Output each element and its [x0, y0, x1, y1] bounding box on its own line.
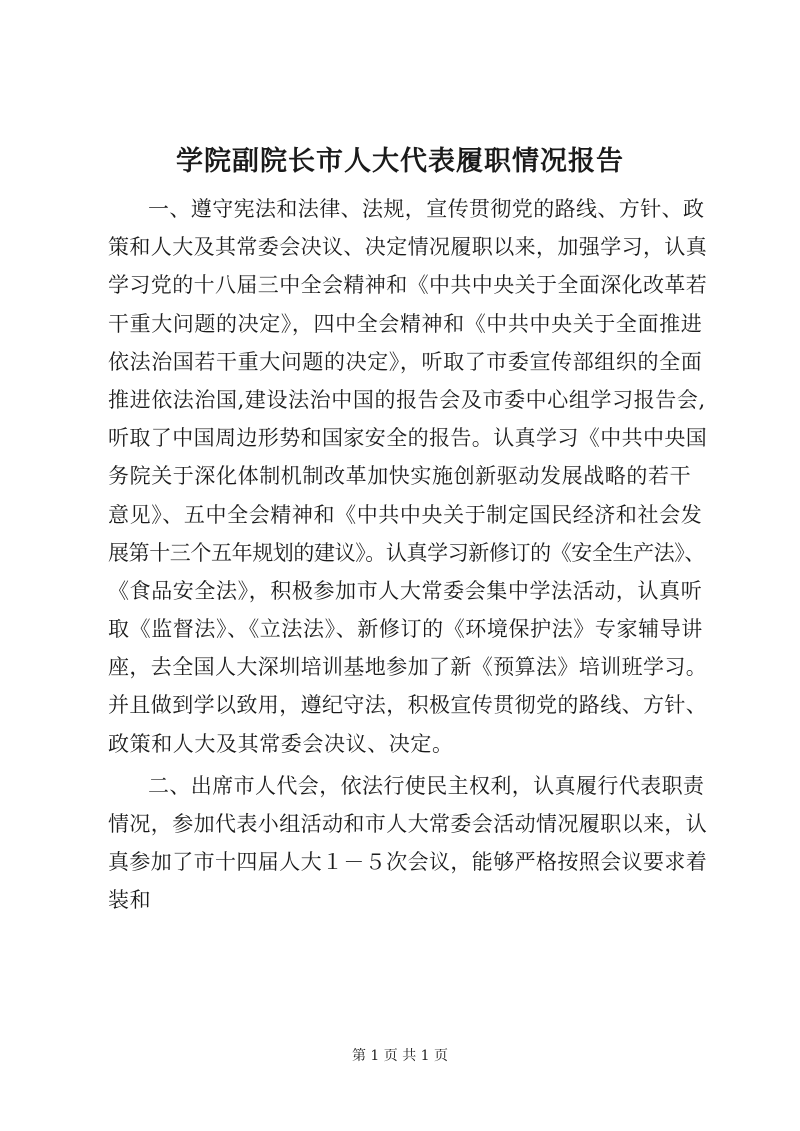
- paragraph-line: 情况，参加代表小组活动和市人大常委会活动情况履职以来，认: [108, 812, 708, 836]
- paragraph-2: [108, 767, 708, 920]
- paragraph-line: 装和: [108, 888, 152, 913]
- paragraph-line: 务院关于深化体制机制改革加快实施创新驱动发展战略的若干: [108, 464, 692, 489]
- paragraph-line: 推进依法治国,建设法治中国的报告会及市委中心组学习报告会,: [108, 387, 706, 412]
- paragraph-line: 座，去全国人大深圳培训基地参加了新《预算法》培训班学习。: [108, 655, 708, 680]
- document-body: [108, 190, 708, 920]
- paragraph-line: 《食品安全法》，积极参加市人大常委会集中学法活动，认真听: [108, 578, 703, 603]
- paragraph-line: 干重大问题的决定》，四中全会精神和《中共中央关于全面推进: [108, 311, 703, 336]
- paragraph-line: 取《监督法》、《立法法》、新修订的《环境保护法》专家辅导讲: [108, 617, 703, 642]
- paragraph-line: 政策和人大及其常委会决议、决定。: [108, 731, 454, 756]
- document-title: 学院副院长市人大代表履职情况报告: [176, 146, 624, 177]
- page-footer: 第 1 页 共 1 页: [351, 1048, 449, 1064]
- paragraph-line: 一、遵守宪法和法律、法规，宣传贯彻党的路线、方针、政: [148, 197, 705, 221]
- paragraph-line: 真参加了市十四届人大１－５次会议，能够严格按照会议要求着: [108, 850, 708, 875]
- paragraph-line: 学习党的十八届三中全会精神和《中共中央关于全面深化改革若: [108, 273, 708, 298]
- paragraph-line: 并且做到学以致用，遵纪守法，积极宣传贯彻党的路线、方针、: [108, 693, 708, 718]
- paragraph-1: [108, 190, 708, 763]
- paragraph-line: 意见》、五中全会精神和《中共中央关于制定国民经济和社会发: [108, 502, 703, 527]
- paragraph-line: 二、出席市人代会，依法行使民主权利，认真履行代表职责: [148, 773, 705, 798]
- paragraph-line: 策和人大及其常委会决议、决定情况履职以来，加强学习，认真: [108, 235, 708, 260]
- paragraph-line: 依法治国若干重大问题的决定》，听取了市委宣传部组织的全面: [108, 349, 703, 374]
- paragraph-line: 展第十三个五年规划的建议》。认真学习新修订的《安全生产法》、: [108, 540, 705, 565]
- paragraph-line: 听取了中国周边形势和国家安全的报告。认真学习《中共中央国: [108, 426, 708, 451]
